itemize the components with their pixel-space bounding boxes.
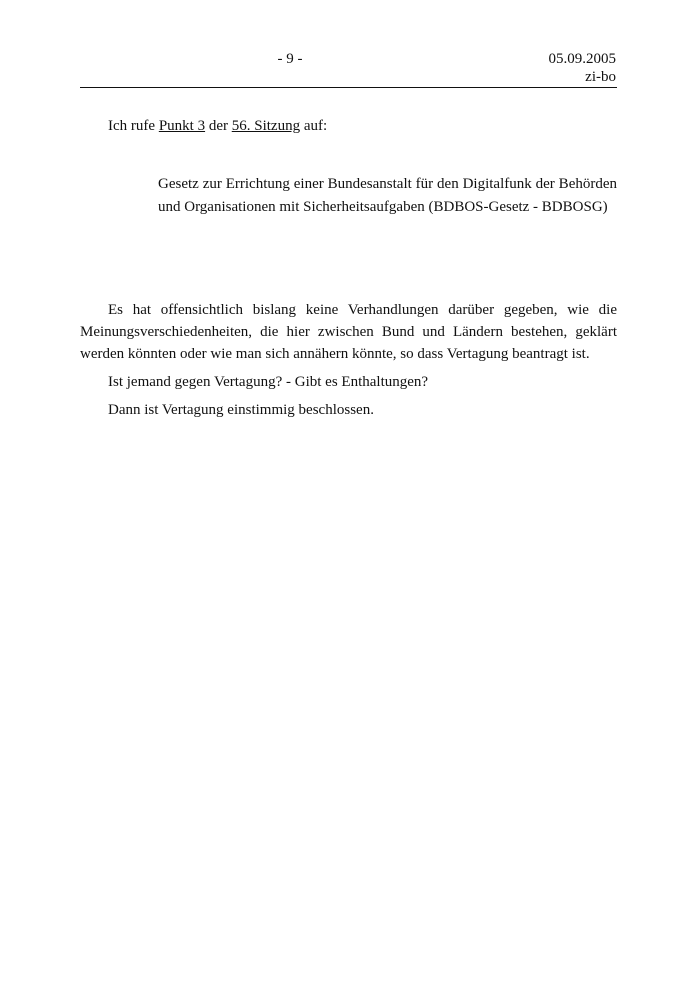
- agenda-call-line: [108, 117, 327, 135]
- call-middle: der: [205, 118, 232, 134]
- call-suffix: auf:: [300, 118, 328, 134]
- session-reference: 56. Sitzung: [231, 118, 301, 134]
- header-date: 05.09.2005: [548, 51, 616, 67]
- header-divider: [80, 87, 617, 88]
- agenda-item-title: Gesetz zur Errichtung einer Bundesanstalt für den Digitalfunk der Behörden und Organisationen mit Sicherheitsaufgaben (BDBOS-Gesetz - BDBOSG): [158, 176, 617, 215]
- speech-body: [80, 299, 617, 427]
- page-number: - 9 -: [277, 51, 303, 67]
- call-prefix: Ich rufe: [108, 118, 159, 134]
- header-initials: zi-bo: [585, 69, 616, 85]
- paragraph: Ist jemand gegen Vertagung? - Gibt es Enthaltungen?: [108, 374, 429, 390]
- paragraph: Es hat offensichtlich bislang keine Verhandlungen darüber gegeben, wie die Meinungsverschiedenheiten, die hier zwischen Bund und Ländern bestehen, geklärt werden könnten oder wie man sich annähern könnte, so dass Vertagung beantragt ist.: [80, 302, 617, 362]
- agenda-item-reference: Punkt 3: [158, 118, 206, 134]
- paragraph: Dann ist Vertagung einstimmig beschlossen.: [108, 402, 374, 418]
